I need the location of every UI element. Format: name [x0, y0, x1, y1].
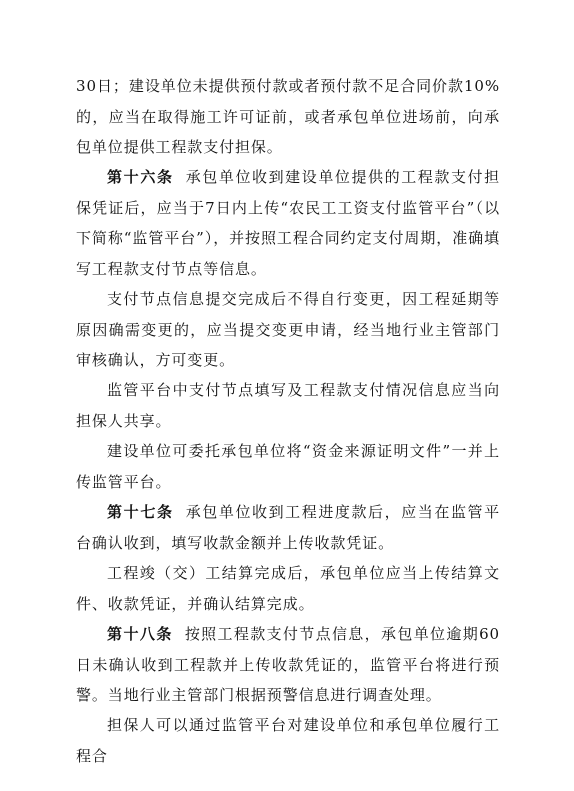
paragraph-text: 监管平台中支付节点填写及工程款支付情况信息应当向担保人共享。 — [76, 381, 500, 430]
paragraph-text: 按照工程款支付节点信息，承包单位逾期60日未确认收到工程款并上传收款凭证的，监管平台将进行预警。当地行业主管部门根据预警信息进行调查处理。 — [76, 625, 500, 704]
paragraph-text: 担保人可以通过监管平台对建设单位和承包单位履行工程合 — [76, 716, 500, 765]
paragraph-text: 30日；建设单位未提供预付款或者预付款不足合同价款10%的，应当在取得施工许可证前，或者承包单位进场前，向承包单位提供工程款支付担保。 — [76, 77, 500, 156]
article-number: 第十七条 — [107, 503, 174, 521]
article-16 — [76, 162, 500, 284]
paragraph-text: 建设单位可委托承包单位将“资金来源证明文件”一并上传监管平台。 — [76, 442, 500, 491]
article-number: 第十八条 — [107, 625, 173, 643]
paragraph-guarantor — [76, 710, 500, 771]
paragraph-info-sharing — [76, 375, 500, 436]
paragraph-entrust-upload — [76, 436, 500, 497]
article-17 — [76, 497, 500, 558]
paragraph-text: 承包单位收到建设单位提供的工程款支付担保凭证后，应当于7日内上传“农民工工资支付监管平台”（以下简称“监管平台”），并按照工程合同约定支付周期，准确填写工程款支付节点等信息。 — [76, 168, 500, 278]
paragraph-node-change — [76, 284, 500, 376]
paragraph-settlement — [76, 558, 500, 619]
paragraph-text: 工程竣（交）工结算完成后，承包单位应当上传结算文件、收款凭证，并确认结算完成。 — [76, 564, 500, 613]
article-18 — [76, 619, 500, 711]
article-number: 第十六条 — [107, 168, 174, 186]
paragraph-text: 支付节点信息提交完成后不得自行变更，因工程延期等原因确需变更的，应当提交变更申请，经当地行业主管部门审核确认，方可变更。 — [76, 290, 500, 369]
paragraph-text: 承包单位收到工程进度款后，应当在监管平台确认收到，填写收款金额并上传收款凭证。 — [76, 503, 500, 552]
paragraph-continuation — [76, 71, 500, 163]
